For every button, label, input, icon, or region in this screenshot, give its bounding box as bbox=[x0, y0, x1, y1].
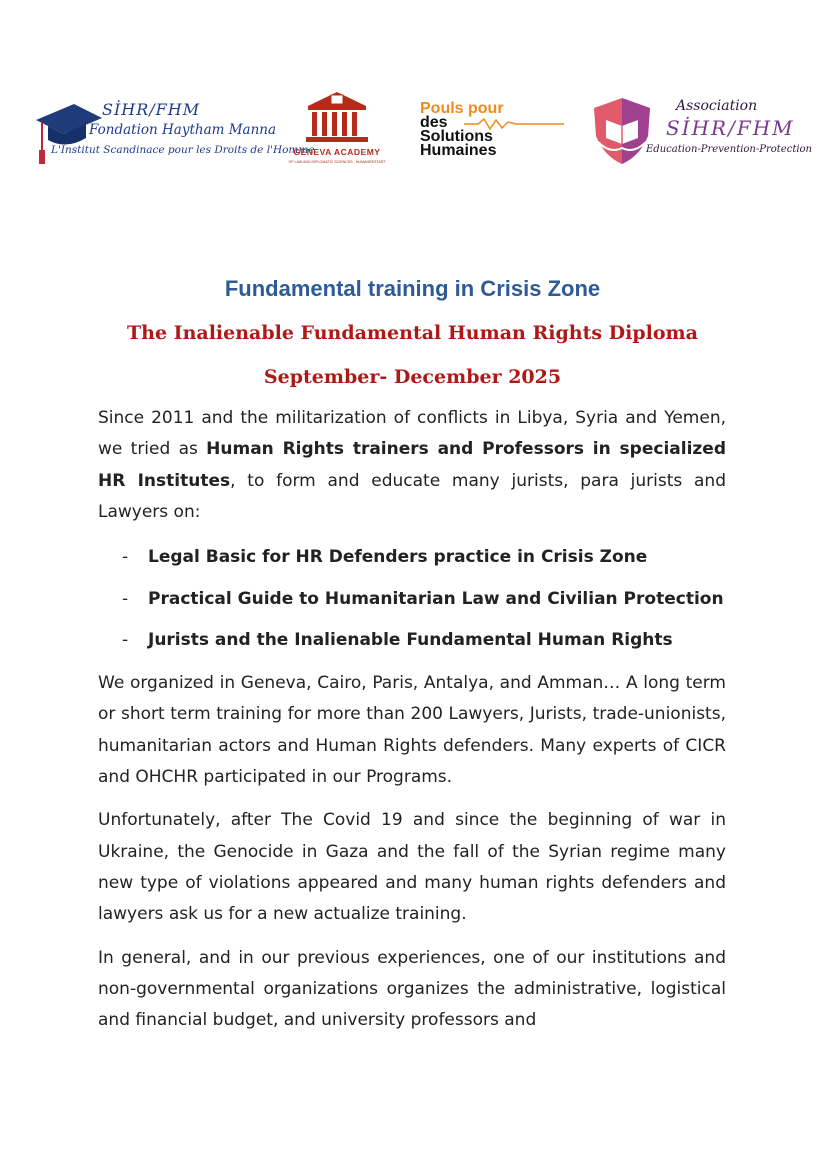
intro-text-end: , to form and educate many jurists, para jurists and Lawyers on: bbox=[98, 470, 726, 522]
diploma-subtitle: The Inalienable Fundamental Human Rights Diploma bbox=[127, 322, 698, 344]
logo-pouls-line2: des bbox=[420, 114, 448, 131]
document-body bbox=[98, 403, 726, 1036]
logo-pouls-line1: Pouls pour bbox=[420, 100, 504, 117]
logo-bar bbox=[0, 82, 825, 192]
logo-association-label: Association bbox=[676, 98, 758, 114]
logo-association-tagline: Education-Prevention-Protection bbox=[646, 144, 812, 155]
date-range: September- December 2025 bbox=[263, 366, 562, 388]
list-item bbox=[98, 584, 726, 615]
list-item-text: Practical Guide to Humanitarian Law and Civilian Protection bbox=[148, 588, 724, 609]
organization-paragraph: In general, and in our previous experiences, one of our institutions and non-governmental organizations organizes the administrative, logistical and financial budget, and university professors and bbox=[98, 947, 726, 1031]
history-paragraph: We organized in Geneva, Cairo, Paris, Antalya, and Amman… A long term or short term training for more than 200 Lawyers, Jurists, trade-unionists, humanitarian actors and Human Rights defenders. Many experts of CICR and OHCHR participated in our Programs. bbox=[98, 673, 726, 788]
logo-geneva-title: GENEVA ACADEMY bbox=[293, 147, 381, 157]
bullet-marker: - bbox=[122, 588, 129, 609]
logo-association-title: SİHR/FHM bbox=[666, 116, 795, 140]
pouls-pour-des-solutions-humaines-logo bbox=[420, 100, 570, 170]
list-item bbox=[98, 542, 726, 573]
list-item bbox=[98, 625, 726, 656]
logo-sihr-tagline: L'Institut Scandinace pour les Droits de l'Homme bbox=[51, 144, 315, 156]
logo-geneva-tagline: OF LAW AND DIPLOMATIC SCIENCES - HUMANRESTART bbox=[288, 160, 386, 164]
logo-sihr-name: Fondation Haytham Manna bbox=[89, 122, 277, 138]
columns-building-icon bbox=[272, 86, 402, 146]
document-title: Fundamental training in Crisis Zone bbox=[224, 276, 601, 301]
logo-pouls-line4: Humaines bbox=[420, 142, 497, 159]
logo-pouls-line3: Solutions bbox=[420, 128, 493, 145]
list-item-text: Jurists and the Inalienable Fundamental Human Rights bbox=[148, 630, 673, 651]
logo-sihr-title: SİHR/FHM bbox=[102, 100, 201, 119]
list-item-text: Legal Basic for HR Defenders practice in Crisis Zone bbox=[148, 547, 648, 568]
intro-text-bold: Human Rights trainers and Professors in specialized HR Institutes bbox=[98, 439, 726, 491]
bullet-marker: - bbox=[122, 630, 129, 651]
shield-book-icon bbox=[588, 94, 656, 166]
intro-paragraph bbox=[98, 403, 726, 528]
association-sihr-fhm-logo bbox=[588, 94, 812, 174]
geneva-academy-logo bbox=[272, 86, 402, 166]
intro-text-start: Since 2011 and the militarization of conflicts in Libya, Syria and Yemen, we tried as bbox=[98, 408, 726, 460]
bullet-marker: - bbox=[122, 547, 129, 568]
course-list bbox=[98, 542, 726, 656]
sihr-fhm-foundation-logo bbox=[34, 92, 315, 172]
context-paragraph: Unfortunately, after The Covid 19 and since the beginning of war in Ukraine, the Genocide in Gaza and the fall of the Syrian regime many new type of violations appeared and many human rights defenders and lawyers ask us for a new actualize training. bbox=[98, 810, 726, 925]
